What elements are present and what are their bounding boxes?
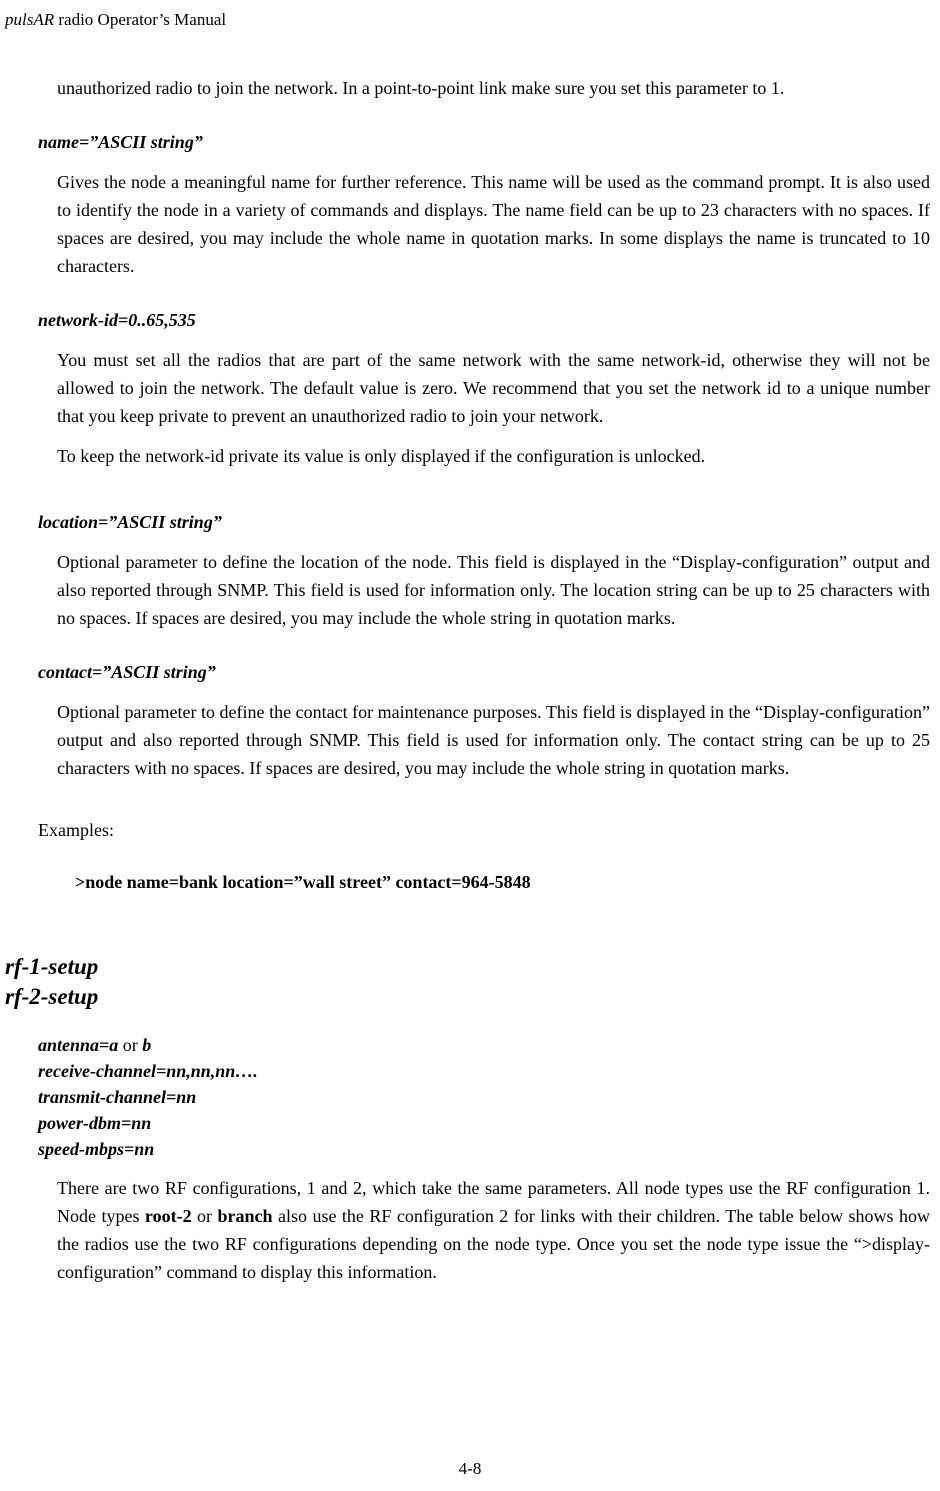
page-header-title: pulsAR radio Operator’s Manual [5, 10, 227, 29]
paragraph-network-id-note: To keep the network-id private its value is only displayed if the configuration is unlocked. [57, 446, 706, 466]
section-heading-contact: contact=”ASCII string” [38, 662, 216, 682]
example-command-line: >node name=bank location=”wall street” contact=964-5848 [75, 872, 531, 892]
param-line-transmit-channel: transmit-channel=nn [38, 1087, 197, 1107]
page-number: 4-8 [458, 1459, 482, 1478]
paragraph-intro-continuation: unauthorized radio to join the network. In a point-to-point link make sure you set this parameter to 1. [57, 78, 785, 98]
rf-parameter-list [5, 1032, 935, 1162]
param-line-speed-mbps: speed-mbps=nn [38, 1139, 155, 1159]
examples-label: Examples: [38, 820, 114, 840]
section-heading-location: location=”ASCII string” [38, 512, 222, 532]
section-heading-name: name=”ASCII string” [38, 132, 203, 152]
paragraph-network-id-description: You must set all the radios that are part of the same network with the same network-id, otherwise they will not be allowed to join the network. The default value is zero. We recommend that you set the network id to a unique number that you keep private to prevent an unauthorized radio to join your network. [57, 350, 930, 426]
param-line-power-dbm: power-dbm=nn [38, 1113, 152, 1133]
paragraph-name-description: Gives the node a meaningful name for further reference. This name will be used as the command prompt. It is also used to identify the node in a variety of commands and displays. The name field can be up to 23 characters with no spaces. If spaces are desired, you may include the whole name in quotation marks. In some displays the name is truncated to 10 characters. [57, 172, 930, 276]
paragraph-contact-description: Optional parameter to define the contact for maintenance purposes. This field is displayed in the “Display-configuration” output and also reported through SNMP. This field is used for information only. The contact string can be up to 25 characters with no spaces. If spaces are desired, you may include the whole string in quotation marks. [57, 702, 930, 778]
section-heading-rf-setup [5, 952, 935, 1012]
heading-rf-2-setup: rf-2-setup [5, 984, 99, 1009]
paragraph-rf-configurations: There are two RF configurations, 1 and 2, which take the same parameters. All node types use the RF configuration 1. Node types root-2 or branch also use the RF configuration 2 for links with their children. The table below shows how the radios use the two RF configurations depending on the node type. Once you set the node type issue the “>display-configuration” command to display this information. [57, 1178, 931, 1282]
param-line-antenna: antenna=a or b [38, 1035, 152, 1055]
param-line-receive-channel: receive-channel=nn,nn,nn…. [38, 1061, 258, 1081]
paragraph-location-description: Optional parameter to define the location of the node. This field is displayed in the “Display-configuration” output and also reported through SNMP. This field is used for information only. The location string can be up to 25 characters with no spaces. If spaces are desired, you may include the whole string in quotation marks. [57, 552, 930, 628]
heading-rf-1-setup: rf-1-setup [5, 954, 99, 979]
section-heading-network-id: network-id=0..65,535 [38, 310, 196, 330]
